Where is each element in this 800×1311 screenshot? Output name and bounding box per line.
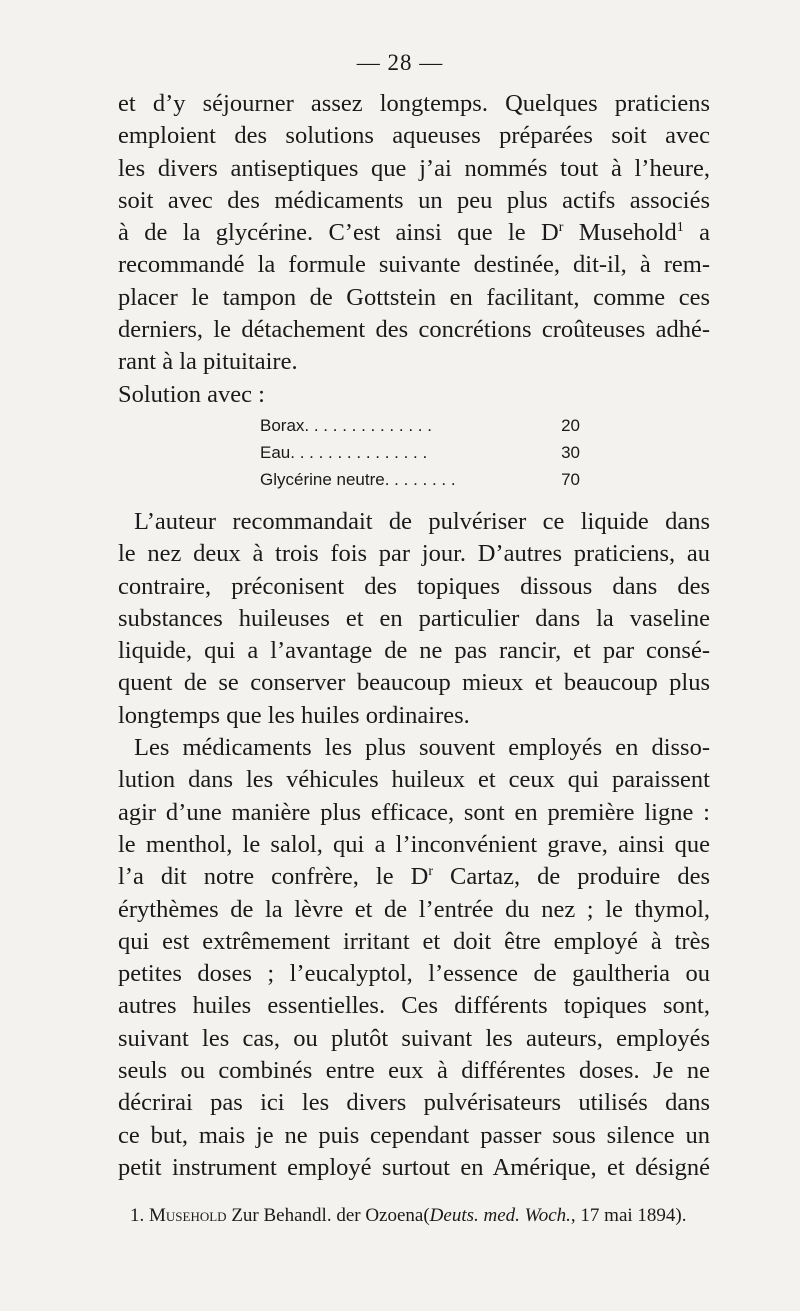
recipe-row xyxy=(260,412,580,439)
author-name: Musehold xyxy=(563,219,677,247)
ingredient-name: Eau. . . . . . . . . . . . . . . xyxy=(260,443,428,462)
ingredient-name: Glycérine neutre. . . . . . . . xyxy=(260,470,456,489)
text-line xyxy=(118,217,710,249)
text-line: longtemps que les huiles ordinaires. xyxy=(118,701,470,729)
ingredient-quantity: 30 xyxy=(561,443,580,462)
text-fragment: l’a dit notre confrère, le D xyxy=(118,863,429,891)
footnote xyxy=(130,1204,720,1228)
text-line xyxy=(118,861,710,893)
text-line: derniers, le détachement des concrétions croûteuses adhé- xyxy=(118,316,710,344)
recipe-table xyxy=(260,412,580,493)
text-line: Les médicaments les plus souvent employés en disso- xyxy=(134,734,710,762)
text-line: érythèmes de la lèvre et de l’entrée du nez ; le thymol, xyxy=(118,895,710,923)
text-line: quent de se conserver beaucoup mieux et beaucoup plus xyxy=(118,669,710,697)
text-line: petites doses ; l’eucalyptol, l’essence de gaultheria ou xyxy=(118,960,710,988)
text-line: placer le tampon de Gottstein en facilitant, comme ces xyxy=(118,283,710,311)
text-line: autres huiles essentielles. Ces différents topiques sont, xyxy=(118,992,710,1020)
recipe-row xyxy=(260,439,580,466)
text-line: ce but, mais je ne puis cependant passer sous silence un xyxy=(118,1121,710,1149)
text-line: recommandé la formule suivante destinée, dit-il, à rem- xyxy=(118,251,710,279)
superscript: r xyxy=(428,864,433,880)
text-line: suivant les cas, ou plutôt suivant les auteurs, employés xyxy=(118,1024,710,1052)
text-line: le nez deux à trois fois par jour. D’autres praticiens, au xyxy=(118,540,710,568)
text-line: seuls ou combinés entre eux à différentes doses. Je ne xyxy=(118,1057,710,1085)
paragraph-1 xyxy=(118,88,710,411)
footnote-journal: Deuts. med. Woch. xyxy=(429,1205,571,1226)
text-line: soit avec des médicaments un peu plus actifs associés xyxy=(118,186,710,214)
page-number: — 28 — xyxy=(356,50,444,75)
superscript: r xyxy=(558,220,564,236)
text-line: contraire, préconisent des topiques dissous dans des xyxy=(118,572,710,600)
footnote-number: 1. xyxy=(130,1205,145,1226)
text-line: emploient des solutions aqueuses préparées soit avec xyxy=(118,122,710,150)
recipe-row xyxy=(260,466,580,493)
text-line: qui est extrêmement irritant et doit être employé à très xyxy=(118,927,710,955)
footnote-author: Musehold xyxy=(149,1205,227,1226)
text-line: L’auteur recommandait de pulvériser ce liquide dans xyxy=(134,508,710,535)
ingredient-quantity: 20 xyxy=(561,416,580,435)
footnote-date: , 17 mai 1894). xyxy=(570,1205,687,1226)
text-line: les divers antiseptiques que j’ai nommés tout à l’heure, xyxy=(118,154,710,182)
text-line: rant à la pituitaire. xyxy=(118,348,298,376)
text-fragment: à de la glycérine. C’est ainsi que le D xyxy=(118,219,559,247)
text-line: lution dans les véhicules huileux et ceux qui paraissent xyxy=(118,766,710,794)
ingredient-name: Borax. . . . . . . . . . . . . . xyxy=(260,416,432,435)
text-line: liquide, qui a l’avantage de ne pas rancir, et par consé- xyxy=(118,637,710,665)
footnote-text: Zur Behandl. der Ozoena( xyxy=(226,1205,430,1226)
text-line: petit instrument employé surtout en Amérique, et désigné xyxy=(118,1153,710,1181)
text-line: le menthol, le salol, qui a l’inconvénient grave, ainsi que xyxy=(118,830,710,858)
ingredient-quantity: 70 xyxy=(561,470,580,489)
text-line: substances huileuses et en particulier dans la vaseline xyxy=(118,604,710,632)
text-line: agir d’une manière plus efficace, sont en première ligne : xyxy=(118,798,710,826)
text-fragment: Cartaz, de produire des xyxy=(433,863,710,891)
text-line: et d’y séjourner assez longtemps. Quelques praticiens xyxy=(118,90,710,117)
text-fragment: a xyxy=(683,219,711,247)
paragraphs-2-3 xyxy=(118,506,710,1184)
text-line: décrirai pas ici les divers pulvérisateurs utilisés dans xyxy=(118,1089,710,1117)
solution-label: Solution avec : xyxy=(118,380,265,408)
footnote-reference: 1 xyxy=(676,220,684,236)
